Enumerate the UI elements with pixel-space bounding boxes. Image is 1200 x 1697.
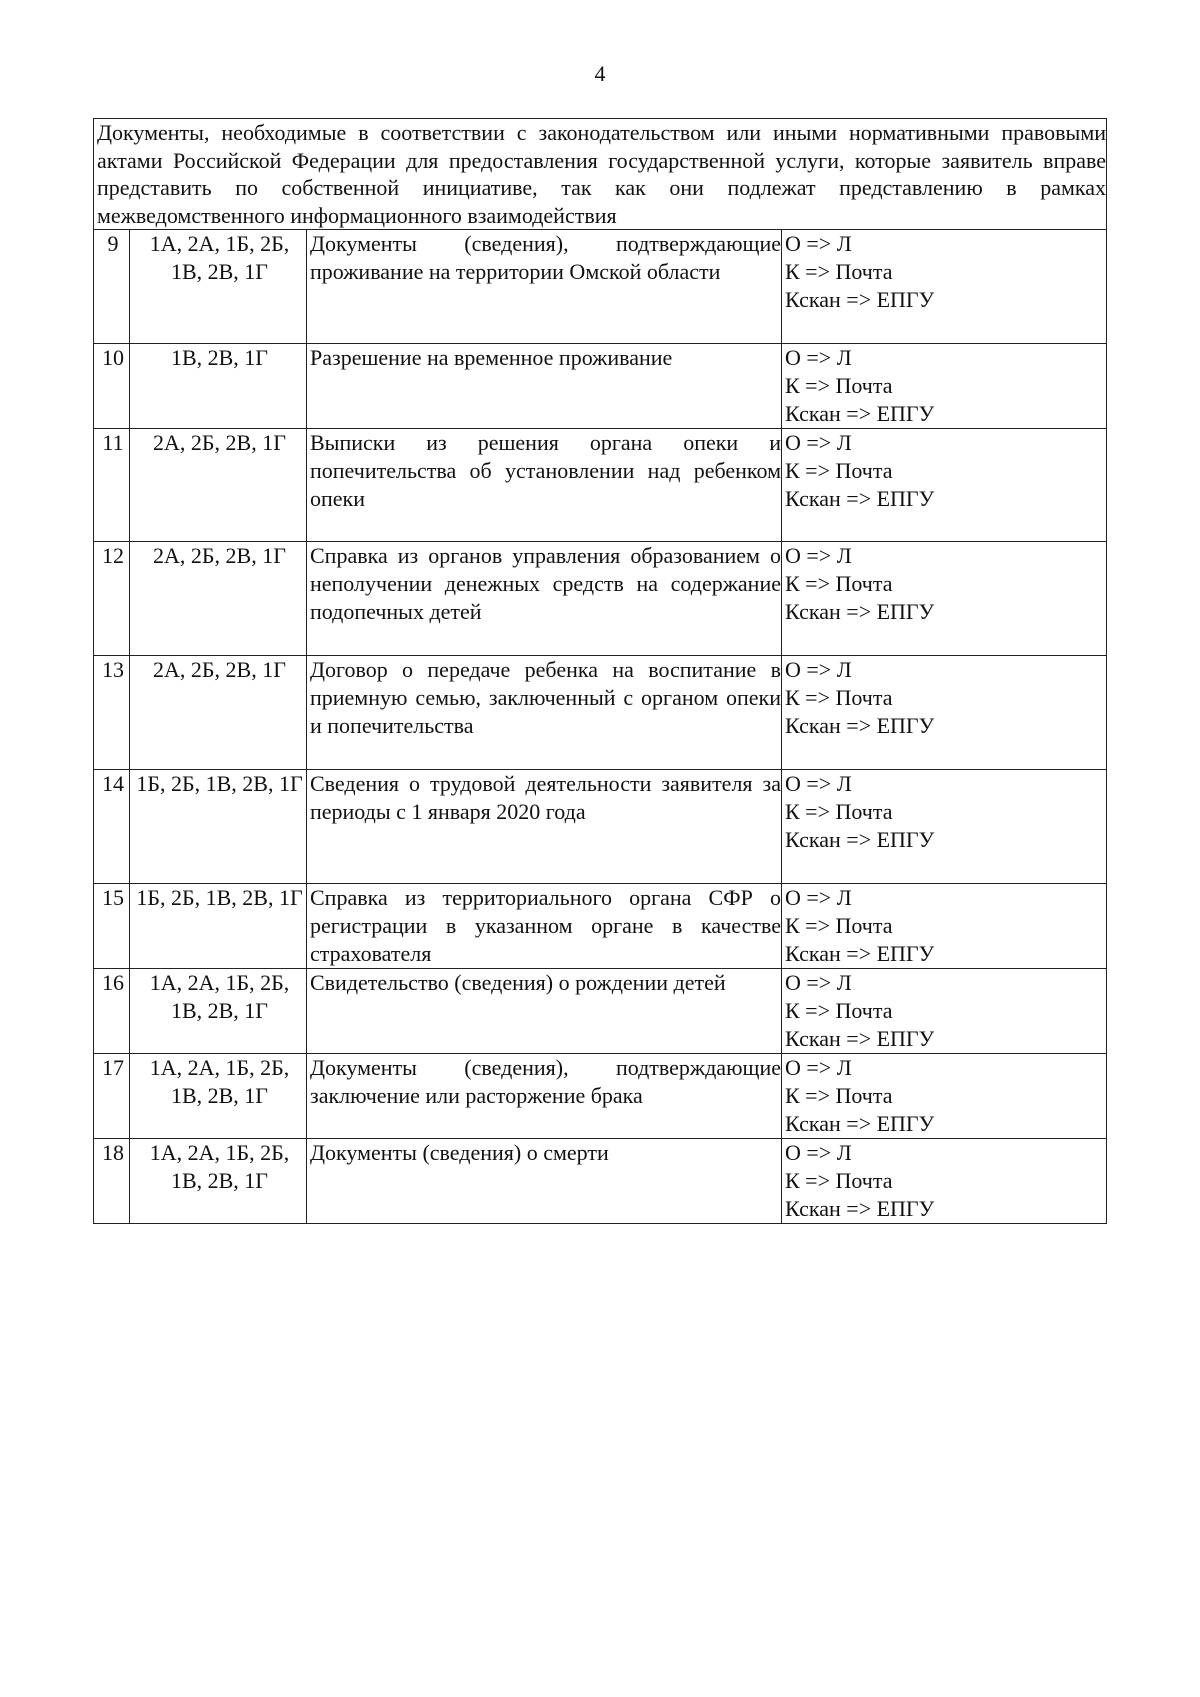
table-row [94, 429, 1107, 542]
row-number: 12 [94, 542, 130, 656]
submission-methods [782, 429, 1107, 542]
row-number: 16 [94, 969, 130, 1054]
submission-method: Кскан => ЕПГУ [785, 401, 935, 426]
row-number: 17 [94, 1054, 130, 1139]
submission-method: К => Почта [785, 373, 893, 398]
submission-method: Кскан => ЕПГУ [785, 713, 935, 738]
row-number: 11 [94, 429, 130, 542]
table-row [94, 969, 1107, 1054]
submission-method: Кскан => ЕПГУ [785, 1111, 935, 1136]
document-name: Выписки из решения органа опеки и попечительства об установлении над ребенком опеки [307, 429, 782, 542]
applicant-categories: 1А, 2А, 1Б, 2Б, 1В, 2В, 1Г [130, 969, 307, 1054]
table-row [94, 542, 1107, 656]
applicant-categories: 1А, 2А, 1Б, 2Б, 1В, 2В, 1Г [130, 1139, 307, 1224]
submission-methods [782, 1139, 1107, 1224]
applicant-categories: 1Б, 2Б, 1В, 2В, 1Г [130, 884, 307, 969]
submission-method: О => Л [785, 1055, 852, 1080]
applicant-categories: 1В, 2В, 1Г [130, 344, 307, 429]
submission-method: О => Л [785, 543, 852, 568]
submission-method: К => Почта [785, 685, 893, 710]
section-header-row [94, 119, 1107, 230]
submission-method: О => Л [785, 970, 852, 995]
table-row [94, 1139, 1107, 1224]
submission-methods [782, 884, 1107, 969]
submission-method: Кскан => ЕПГУ [785, 1026, 935, 1051]
document-name: Договор о передаче ребенка на воспитание в приемную семью, заключенный с органом опеки и попечительства [307, 656, 782, 770]
document-name: Разрешение на временное проживание [307, 344, 782, 429]
submission-method: О => Л [785, 657, 852, 682]
row-number: 13 [94, 656, 130, 770]
documents-table [93, 118, 1107, 1224]
submission-method: О => Л [785, 885, 852, 910]
page-number: 4 [594, 61, 606, 86]
submission-method: К => Почта [785, 458, 893, 483]
submission-method: О => Л [785, 345, 852, 370]
submission-method: Кскан => ЕПГУ [785, 1196, 935, 1221]
table-row [94, 884, 1107, 969]
row-number: 15 [94, 884, 130, 969]
table-row [94, 770, 1107, 884]
row-number: 9 [94, 230, 130, 344]
submission-method: О => Л [785, 1140, 852, 1165]
table-row [94, 230, 1107, 344]
submission-method: О => Л [785, 430, 852, 455]
submission-methods [782, 542, 1107, 656]
submission-method: Кскан => ЕПГУ [785, 599, 935, 624]
submission-method: К => Почта [785, 571, 893, 596]
document-name: Документы (сведения), подтверждающие заключение или расторжение брака [307, 1054, 782, 1139]
submission-method: К => Почта [785, 259, 893, 284]
submission-method: К => Почта [785, 913, 893, 938]
document-name: Справка из органов управления образованием о неполучении денежных средств на содержание подопечных детей [307, 542, 782, 656]
submission-method: Кскан => ЕПГУ [785, 486, 935, 511]
submission-methods [782, 770, 1107, 884]
row-number: 14 [94, 770, 130, 884]
applicant-categories: 2А, 2Б, 2В, 1Г [130, 656, 307, 770]
submission-method: О => Л [785, 231, 852, 256]
section-header: Документы, необходимые в соответствии с законодательством или иными нормативными правовыми актами Российской Федерации для предоставления государственной услуги, которые заявитель вправе представить по собственной инициативе, так как они подлежат представлению в рамках межведомственного информационного взаимодействия [94, 119, 1107, 230]
submission-method: Кскан => ЕПГУ [785, 941, 935, 966]
row-number: 18 [94, 1139, 130, 1224]
table-row [94, 1054, 1107, 1139]
document-name: Документы (сведения) о смерти [307, 1139, 782, 1224]
document-name: Документы (сведения), подтверждающие проживание на территории Омской области [307, 230, 782, 344]
submission-methods [782, 969, 1107, 1054]
applicant-categories: 1А, 2А, 1Б, 2Б, 1В, 2В, 1Г [130, 1054, 307, 1139]
submission-method: Кскан => ЕПГУ [785, 287, 935, 312]
applicant-categories: 2А, 2Б, 2В, 1Г [130, 542, 307, 656]
submission-method: О => Л [785, 771, 852, 796]
submission-method: Кскан => ЕПГУ [785, 827, 935, 852]
submission-methods [782, 230, 1107, 344]
row-number: 10 [94, 344, 130, 429]
submission-methods [782, 1054, 1107, 1139]
submission-method: К => Почта [785, 1083, 893, 1108]
document-name: Сведения о трудовой деятельности заявителя за периоды с 1 января 2020 года [307, 770, 782, 884]
applicant-categories: 1А, 2А, 1Б, 2Б, 1В, 2В, 1Г [130, 230, 307, 344]
submission-method: К => Почта [785, 1168, 893, 1193]
submission-methods [782, 344, 1107, 429]
submission-methods [782, 656, 1107, 770]
submission-method: К => Почта [785, 799, 893, 824]
table-body [94, 230, 1107, 1224]
table-row [94, 344, 1107, 429]
document-name: Свидетельство (сведения) о рождении детей [307, 969, 782, 1054]
submission-method: К => Почта [785, 998, 893, 1023]
applicant-categories: 1Б, 2Б, 1В, 2В, 1Г [130, 770, 307, 884]
applicant-categories: 2А, 2Б, 2В, 1Г [130, 429, 307, 542]
table-row [94, 656, 1107, 770]
document-name: Справка из территориального органа СФР о регистрации в указанном органе в качестве страхователя [307, 884, 782, 969]
